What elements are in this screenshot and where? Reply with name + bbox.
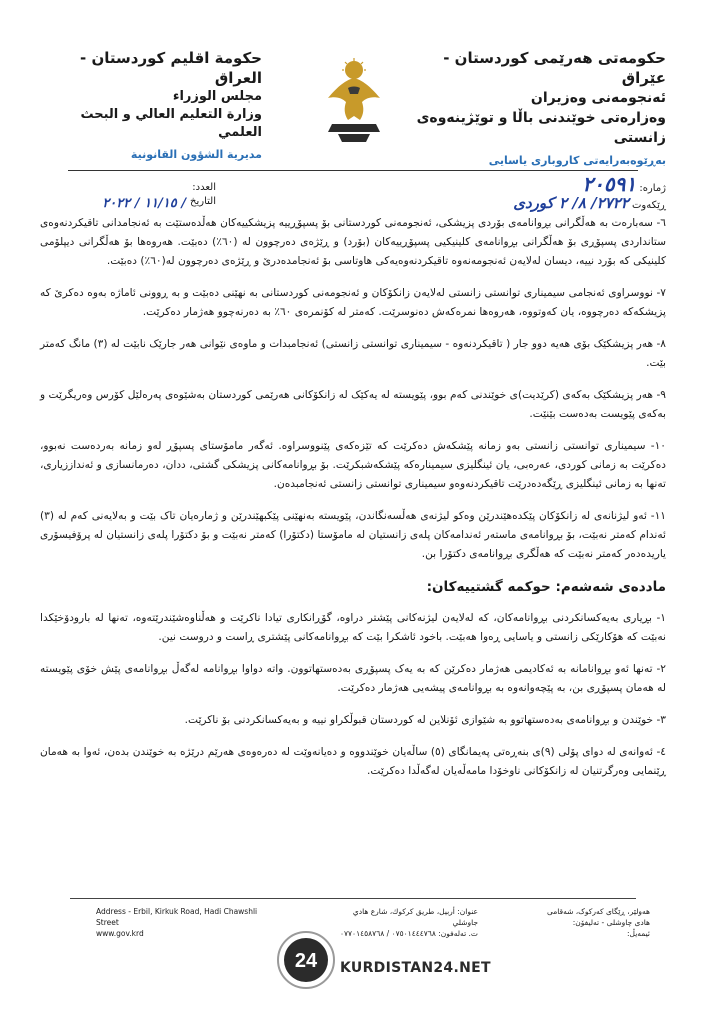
header-kurdish-line1: حکومەتی هەرێمی کوردستان - عێراق	[443, 49, 666, 87]
footer-english-address: Address - Erbil, Kirkuk Road, Hadi Chawshli Street	[96, 907, 258, 927]
paragraph-10: ١٠- سیمیناری توانستی زانستی بەو زمانە پێشکەش دەکرێت کە تێزەکەی پێنووسراوە. ئەگەر مامۆستای پسپۆڕ لەو زمانە بەردەست نەبوو، دەکرێت بە زمانی کوردی، عەرەبی، یان ئینگلیزی سیمینارەکە پێشکەشبکرێت. بۆ بڕوانامەکانی پزیشکی گشتی، ددان، دەرمانسازی و ئەنداززیاری، تەنها بە زمانی ئینگلیزی ڕێگەدەدرێت تاقیکردنەوەو سیمیناری توانستی زانستی ئەنجامبدەن.	[40, 440, 666, 490]
header-arabic-dept: مديرية الشؤون القانونية	[130, 148, 262, 161]
header-arabic-line1: حكومة اقليم كوردستان - العراق	[80, 49, 262, 87]
reference-kurdish	[456, 172, 666, 210]
general-rule-2: ٢- تەنها ئەو بڕوانامانە بە ئەکادیمی هەژمار دەکرێن کە بە یەک پسپۆڕی بەدەستهاتوون. واتە دواوا بڕوانامە لەگەڵ بڕوانامەی پێش خۆی پێویستە لە هەمان پسپۆڕی بن، بە پێچەوانەوە بە بڕوانامەی پیشەیی هەژمار دەکرێت.	[40, 663, 666, 694]
footer	[96, 906, 650, 939]
ref-handwritten-number: ٢٠٥٩١	[582, 172, 637, 196]
header-arabic	[52, 48, 262, 161]
header-kurdish-line2: ئەنجومەنی وەزیران	[530, 90, 666, 106]
ref-arabic-date-value: / ١١/١٥ / ٢٠٢٢	[102, 196, 187, 211]
header-arabic-line3: وزارة التعليم العالي و البحث العلمي	[80, 107, 262, 140]
watermark-text: KURDISTAN24.NET	[340, 960, 491, 976]
footer-arabic	[328, 906, 478, 939]
footer-divider	[70, 898, 636, 899]
paragraph-6: ٦- سەبارەت بە هەڵگرانی بڕوانامەی بۆردی پزیشکی، ئەنجومەنی کوردستانی بۆ پسپۆڕییە پزیشکییەکان هەڵدەستێت بە ئەنجامدانی تاقیکردنەوەی ستانداردی پسپۆڕی بۆ هەڵگرانی بڕوانامەی کلینیکیی پسپۆڕییەکان (بۆرد) و ڕێژەی دەرچوون لە (٦٠٪) دەبێت. هەروەها بۆ هەڵگرانی دیپلۆمی کلینیکی کە بۆرد نییە، دیسان لەلایەن ئەنجومەنەوە تاقیکردنەوەیەکی هاوتاسی بۆ ئەنجامدەدرێ و ڕێژەی دەرچوون لە(٦٠٪) دەبێت.	[40, 217, 666, 267]
paragraph-9: ٩- هەر پزیشکێک بەکەی (کرێدیت)ی خوێندنی کەم بوو، پێویستە لە یەکێک لە زانکۆکانی هەرێمی کوردستان بەشێوەی پەرەلێل کۆرس وەریگرێت و بەکەی پێویست بەدەست بێنێت.	[40, 389, 666, 420]
ref-arabic-number-label: العدد:	[192, 182, 216, 193]
header-kurdish-line3: وەزارەتی خوێندنی باڵا و توێژینەوەی زانستی	[416, 110, 666, 146]
ref-date-value: ٢٧٢٢/ ٨/ ٢ کوردی	[513, 194, 629, 212]
footer-english	[96, 906, 276, 939]
footer-kurdish	[530, 906, 650, 939]
general-rule-1: ١- بڕیاری بەیەکسانکردنی بڕوانامەکان، کە لەلایەن لیژنەکانی پێشتر دراوە، گۆڕانکاری تیادا ناکرێت و هەڵناوەشێندرێتەوە، تەنها لە بارودۆخێکدا نەبێت کە هۆکارێکی زانستی و یاسایی ڕەوا هەبێت. باخود ئاشکرا بێت کە بڕوانامەکانی پێشتری ڕاست و دروست نین.	[40, 612, 666, 643]
footer-kurdish-email: ئیمەیڵ:	[626, 929, 650, 938]
header-divider	[68, 170, 638, 171]
section-title: ماددەی شەشەم: حوکمە گشتییەکان:	[426, 579, 666, 595]
paragraph-8: ٨- هەر پزیشکێک بۆی هەیە دوو جار ( تاقیکردنەوە - سیمیناری توانستی زانستی) ئەنجامبدات و ماوەی نێوانی هەر جارێک نابێت لە (٣) مانگ کەمتر بێت.	[40, 338, 666, 369]
footer-english-web: www.gov.krd	[96, 929, 144, 938]
footer-arabic-address: عنوان: أربيل، طريق كركوك، شارع هادي جاوشلي	[352, 907, 478, 927]
kurdistan-eagle-emblem-icon	[318, 58, 390, 144]
footer-arabic-phone: ت. تەلەفون: ٠٧٥٠١٤٤٤٧٦٨ / ٠٧٧٠١٤٥٨٧٦٨	[339, 929, 478, 938]
general-rule-3: ٣- خوێندن و بڕوانامەی بەدەستهاتوو بە شێوازی ئۆنلاین لە کوردستان قبوڵکراو نییە و بەیەکسانکردنی بۆ ناکرێت.	[184, 714, 666, 726]
kurdistan24-logo-icon	[276, 930, 336, 990]
paragraph-7: ٧- نووسراوی ئەنجامی سیمیناری توانستی زانستی لەلایەن زانکۆکان و ئەنجومەنی کوردستانی بە نهێنی دەبێت و بە ڕوونی ئاماژە بەوە دەکرێ کە پزیشکەکە دەرچووە، یان کەوتووە، هەروەها نمرەکەش دەنوسرێت. کەمتر لە کۆنمرەی ٦٠٪ بە دەرنەچوو هەژمار دەکرێت.	[40, 287, 666, 318]
ref-date-label: ڕێکەوت	[631, 200, 666, 211]
header-kurdish	[396, 48, 666, 167]
header-kurdish-dept: بەڕێوەبەرایەتی کاروباری یاسایی	[488, 154, 666, 167]
document-body	[40, 214, 666, 794]
paragraph-11: ١١- ئەو لیژنانەی لە زانکۆکان پێکدەهێندرێن وەکو لیژنەی هەڵسەنگاندن، پێویستە بەنهێنی پێکبهێندرێن و ژمارەیان تاک بێت و بەلایەنی کەم لە (٣) ئەندام کەمتر نەبێت، بۆ بڕوانامەی ماستەر ئەندامەکان پلەی زانستیان لە مامۆستا (دکتۆرا) کەمتر نەبێت و بۆ دکتۆرا پلەی زانستیان لە پرۆفیسۆری یاریدەدەر کەمتر نەبێت کە هەڵگری بڕوانامەی دکتۆرا بن.	[40, 510, 666, 560]
ref-arabic-date-label: التاريخ	[190, 196, 216, 207]
reference-arabic	[96, 182, 216, 210]
header-arabic-line2: مجلس الوزراء	[172, 89, 262, 104]
ref-number-label: ژمارە:	[639, 183, 666, 194]
general-rule-4: ٤- ئەوانەی لە دوای پۆلی (٩)ی بنەڕەتی پەیمانگای (٥) ساڵەیان خوێندووە و دەیانەوێت لە دەرەوەی هەرێم درێژە بە خوێندن بدەن، ئەوا بە هەمان ڕێنمایی وەرگرتنیان لە زانکۆکانی ناوخۆدا مامەڵەیان لەگەڵدا دەکرێت.	[40, 746, 666, 777]
footer-kurdish-address: هەولێر، ڕێگای کەرکوک، شەقامی هادی چاوشلی - تەلیفۆن:	[546, 907, 650, 927]
watermark-badge: 24	[294, 950, 318, 972]
